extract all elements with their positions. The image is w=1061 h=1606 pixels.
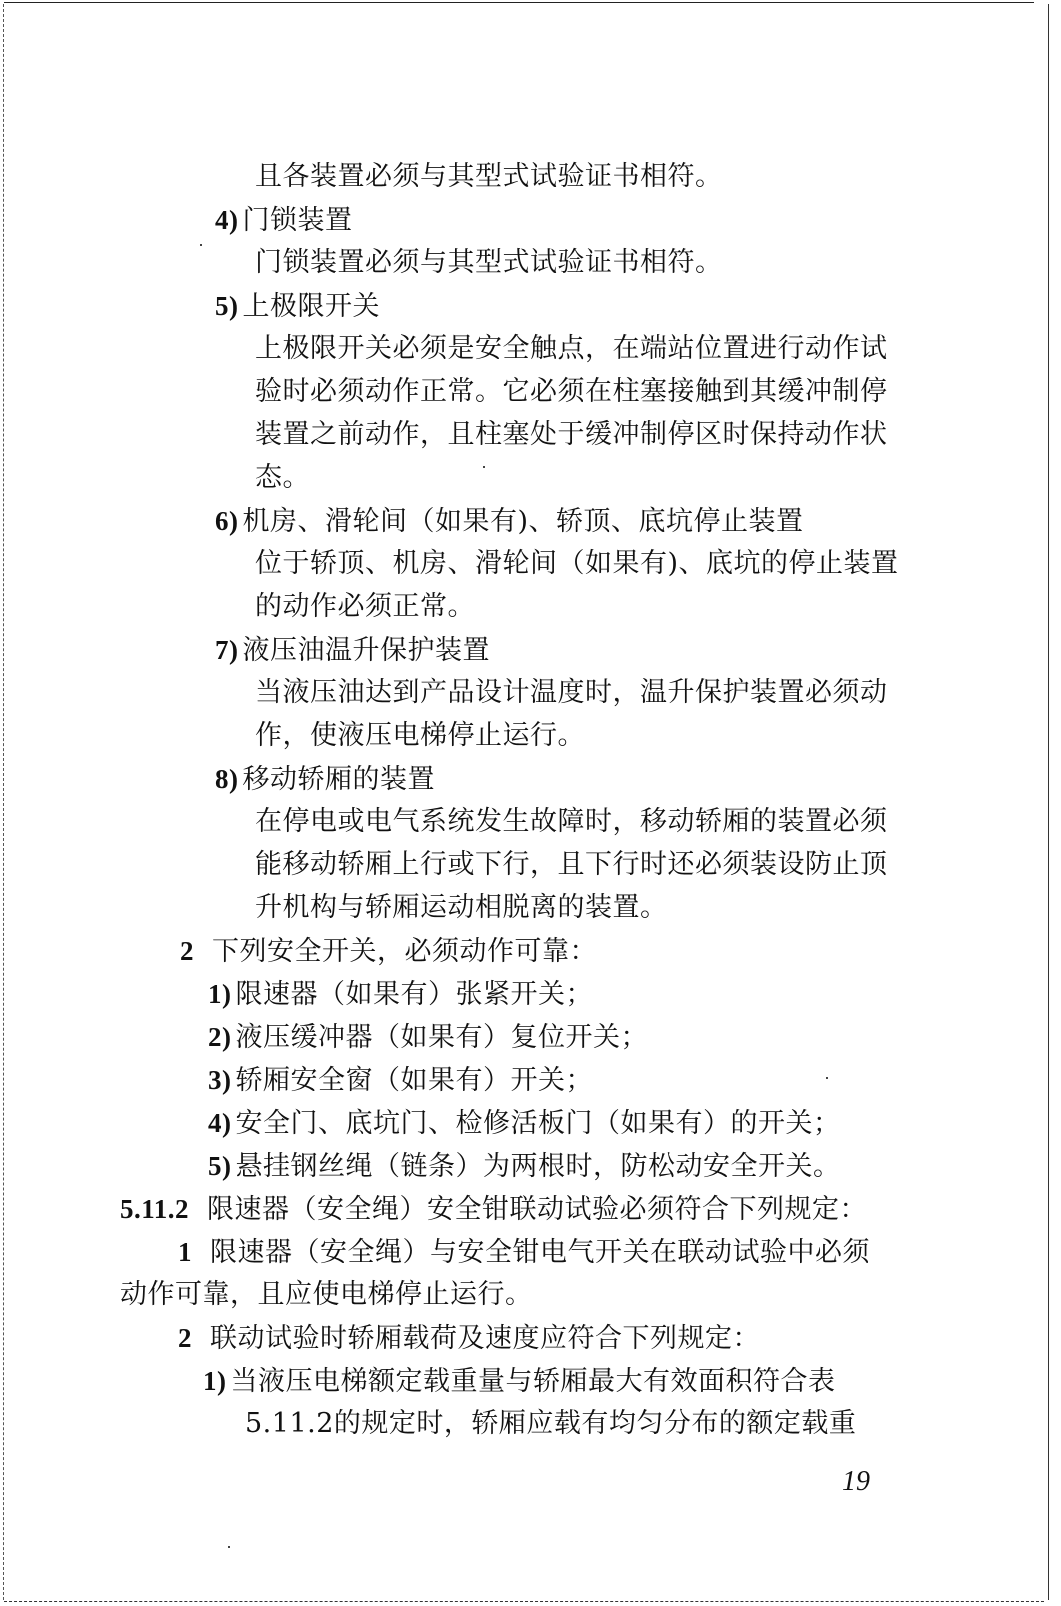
item-title: 门锁装置	[242, 205, 353, 236]
item-number: 2)	[208, 1022, 232, 1052]
item-number: 6)	[215, 506, 239, 536]
line-text: 5.11.2的规定时，轿厢应载有均匀分布的额定载重	[245, 1408, 857, 1439]
item-text: 下列安全开关，必须动作可靠：	[212, 936, 597, 967]
item-text: 限速器（安全绳）与安全钳电气开关在联动试验中必须	[210, 1237, 870, 1268]
text-line	[255, 461, 310, 495]
clause-item-safety-switches	[180, 934, 597, 969]
line-text: 作，使液压电梯停止运行。	[255, 720, 585, 751]
text-line	[255, 547, 899, 581]
line-text: 态。	[255, 462, 310, 493]
item-number: 2	[178, 1323, 192, 1353]
scan-speck	[826, 1077, 828, 1079]
line-text: 且各装置必须与其型式试验证书相符。	[255, 161, 723, 192]
item-text: 轿厢安全窗（如果有）开关；	[235, 1065, 593, 1096]
text-line	[255, 332, 888, 366]
list-item	[208, 1149, 841, 1184]
text-line	[255, 375, 888, 409]
item-title: 移动轿厢的装置	[242, 764, 435, 795]
text-line	[255, 418, 888, 452]
item-title: 液压油温升保护装置	[242, 635, 490, 666]
line-text: 在停电或电气系统发生故障时，移动轿厢的装置必须	[255, 806, 888, 837]
text-line	[120, 1278, 533, 1312]
text-line	[255, 891, 668, 925]
item-title: 机房、滑轮间（如果有)、轿顶、底坑停止装置	[242, 506, 804, 537]
list-item	[203, 1364, 836, 1399]
scan-speck	[228, 1546, 230, 1548]
text-line	[255, 160, 723, 194]
list-item	[208, 977, 593, 1012]
text-line	[255, 590, 475, 624]
list-item-stop-devices	[215, 504, 804, 539]
list-item-door-lock	[215, 203, 353, 238]
page-number: 19	[842, 1466, 870, 1497]
text-line	[255, 719, 585, 753]
item-text: 限速器（如果有）张紧开关；	[235, 979, 593, 1010]
page-border-right	[1048, 4, 1049, 1600]
item-title: 上极限开关	[242, 291, 380, 322]
scan-speck	[200, 244, 202, 246]
line-text: 位于轿顶、机房、滑轮间（如果有)、底坑的停止装置	[255, 548, 899, 579]
item-number: 2	[180, 936, 194, 966]
scan-speck	[483, 466, 485, 468]
text-line	[245, 1407, 856, 1441]
page-border-left	[3, 4, 4, 1600]
text-line	[255, 676, 888, 710]
list-item	[208, 1106, 841, 1141]
item-text: 悬挂钢丝绳（链条）为两根时，防松动安全开关。	[235, 1151, 841, 1182]
text-line	[255, 246, 723, 280]
item-text: 液压缓冲器（如果有）复位开关；	[235, 1022, 648, 1053]
clause-heading-5-11-2	[120, 1192, 867, 1227]
item-text: 联动试验时轿厢载荷及速度应符合下列规定：	[210, 1323, 760, 1354]
item-text: 当液压电梯额定载重量与轿厢最大有效面积符合表	[230, 1366, 836, 1397]
line-text: 验时必须动作正常。它必须在柱塞接触到其缓冲制停	[255, 376, 888, 407]
line-text: 装置之前动作，且柱塞处于缓冲制停区时保持动作状	[255, 419, 888, 450]
line-text: 门锁装置必须与其型式试验证书相符。	[255, 247, 723, 278]
line-text: 动作可靠，且应使电梯停止运行。	[120, 1279, 533, 1310]
item-text: 安全门、底坑门、检修活板门（如果有）的开关；	[235, 1108, 841, 1139]
item-number: 1)	[203, 1366, 227, 1396]
list-item	[208, 1020, 648, 1055]
line-text: 升机构与轿厢运动相脱离的装置。	[255, 892, 668, 923]
clause-item	[178, 1235, 870, 1270]
item-number: 1)	[208, 979, 232, 1009]
line-text: 当液压油达到产品设计温度时，温升保护装置必须动	[255, 677, 888, 708]
line-text: 的动作必须正常。	[255, 591, 475, 622]
line-text: 能移动轿厢上行或下行，且下行时还必须装设防止顶	[255, 849, 888, 880]
page-border-top	[4, 2, 1034, 3]
text-line	[255, 848, 888, 882]
list-item	[208, 1063, 593, 1098]
list-item-upper-limit-switch	[215, 289, 380, 324]
text-line	[255, 805, 888, 839]
list-item-car-moving-device	[215, 762, 435, 797]
item-number: 1	[178, 1237, 192, 1267]
item-number: 5)	[208, 1151, 232, 1181]
item-number: 7)	[215, 635, 239, 665]
clause-number: 5.11.2	[120, 1194, 190, 1224]
item-number: 4)	[208, 1108, 232, 1138]
line-text: 上极限开关必须是安全触点，在端站位置进行动作试	[255, 333, 888, 364]
clause-item	[178, 1321, 760, 1356]
page-border-bottom	[4, 1601, 1044, 1602]
item-number: 4)	[215, 205, 239, 235]
item-number: 8)	[215, 764, 239, 794]
item-number: 5)	[215, 291, 239, 321]
clause-text: 限速器（安全绳）安全钳联动试验必须符合下列规定：	[207, 1194, 868, 1225]
list-item-oil-temperature	[215, 633, 490, 668]
item-number: 3)	[208, 1065, 232, 1095]
